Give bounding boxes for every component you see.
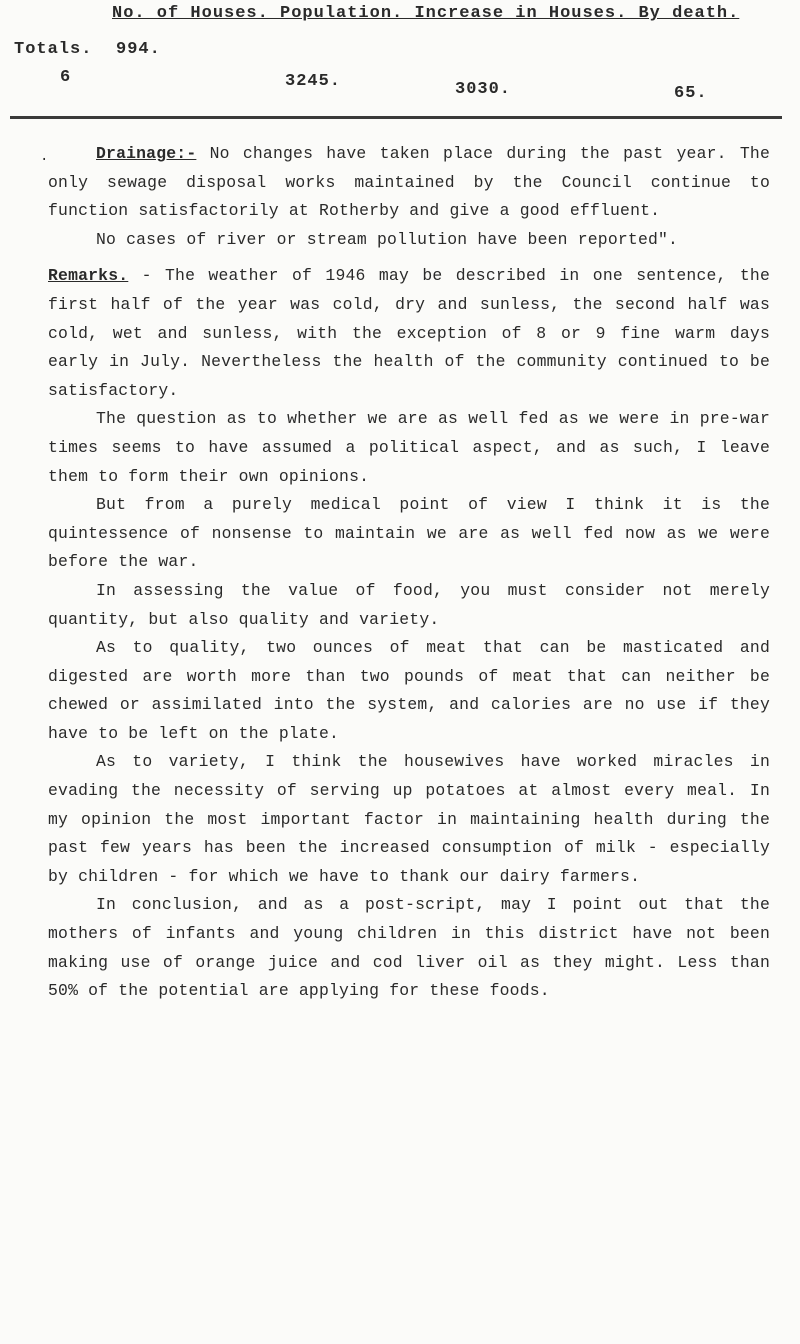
paragraph-text: No changes have taken place during the past year. The only sewage disposal works maintained by the Council continue to function satisfactorily at Rotherby and give a good effluent. bbox=[48, 144, 770, 221]
paragraph bbox=[48, 577, 770, 634]
paragraph bbox=[48, 891, 770, 1005]
paragraph-text: In assessing the value of food, you must consider not merely quantity, but also quality and variety. bbox=[48, 580, 770, 629]
margin-mark: · bbox=[40, 152, 49, 168]
deaths-value: 65. bbox=[674, 84, 708, 103]
paragraph-text: But from a purely medical point of view I think it is the quintessence of nonsense to maintain we are as well fed now as we were before the war. bbox=[48, 495, 770, 572]
totals-label: Totals. bbox=[14, 40, 93, 59]
houses-value: 994. bbox=[116, 40, 161, 59]
paragraph-text: As to variety, I think the housewives have worked miracles in evading the necessity of serving up potatoes at almost every meal. In my opinion the most important factor in maintaining health during the past few years has been the increased consumption of milk - especially by children - for which we have to thank our dairy farmers. bbox=[48, 752, 770, 886]
paragraph bbox=[48, 405, 770, 491]
paragraph-text: As to quality, two ounces of meat that can be masticated and digested are worth more than two pounds of meat that can neither be chewed or assimilated into the system, and calories are no use if they have to be left on the plate. bbox=[48, 638, 770, 743]
population-value: 3245. bbox=[285, 72, 342, 91]
header-rule bbox=[10, 116, 782, 119]
paragraph-heading: Remarks. bbox=[48, 266, 129, 286]
row-label: 6 bbox=[60, 68, 72, 87]
report-body bbox=[48, 140, 770, 1006]
table-column-titles: No. of Houses. Population. Increase in Houses. By death. bbox=[112, 4, 740, 23]
paragraph bbox=[48, 262, 770, 405]
paragraph bbox=[48, 491, 770, 577]
paragraph-text: No cases of river or stream pollution have been reported". bbox=[96, 229, 679, 249]
paragraph-text: The question as to whether we are as well fed as we were in pre-war times seems to have assumed a political aspect, and as such, I leave them to form their own opinions. bbox=[48, 409, 770, 486]
paragraph bbox=[48, 634, 770, 748]
paragraph bbox=[48, 226, 770, 255]
paragraph-text: - The weather of 1946 may be described in one sentence, the first half of the year was cold, dry and sunless, the second half was cold, wet and sunless, with the exception of 8 or 9 fine warm days early in July. Nevertheless the health of the community continued to be satisfactory. bbox=[48, 266, 770, 400]
paragraph bbox=[48, 748, 770, 891]
paragraph bbox=[48, 140, 770, 226]
increase-value: 3030. bbox=[455, 80, 512, 99]
paragraph-heading: Drainage:- bbox=[96, 144, 197, 163]
paragraph-text: In conclusion, and as a post-script, may I point out that the mothers of infants and young children in this district have not been making use of orange juice and cod liver oil as they might. Less than 50% of the potential are applying for these foods. bbox=[48, 895, 770, 1001]
